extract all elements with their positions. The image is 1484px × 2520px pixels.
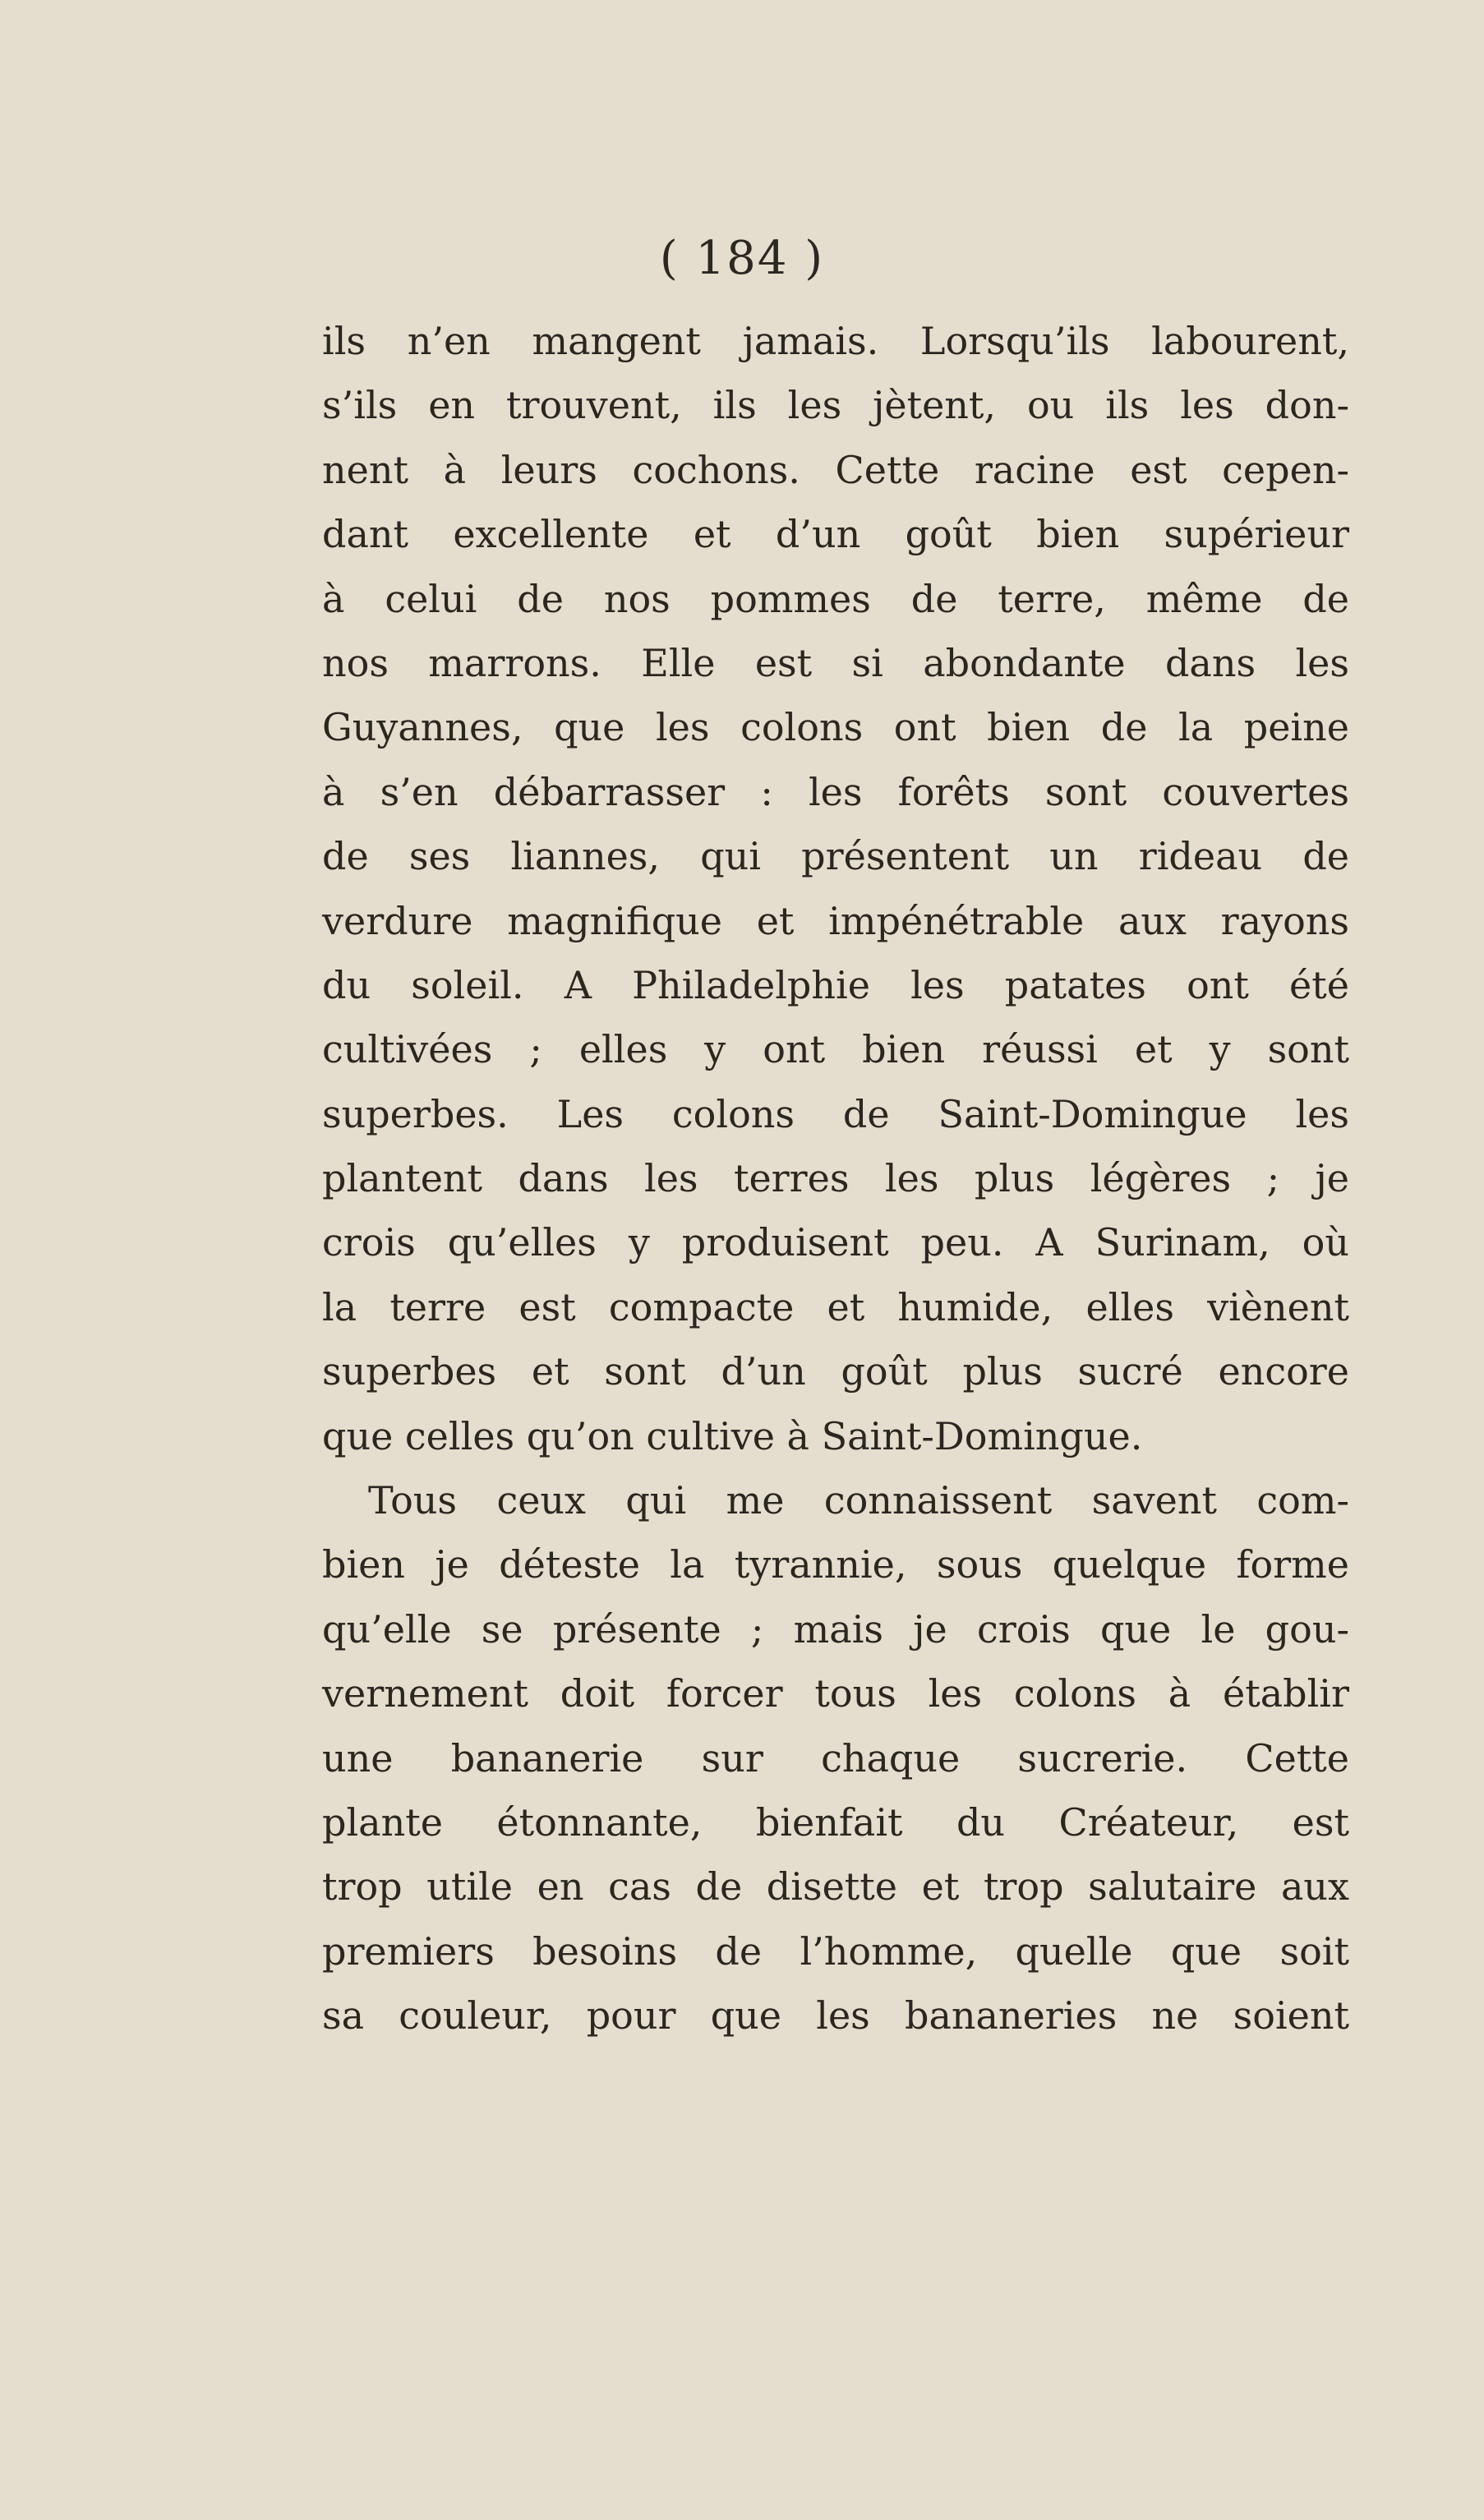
text-line: ils n’en mangent jamais. Lorsqu’ils labourent, (322, 319, 1349, 363)
text-line: verdure magnifique et impénétrable aux rayons (322, 898, 1349, 943)
text-line: que celles qu’on cultive à Saint-Domingue. (322, 1413, 1143, 1458)
text-line: de ses liannes, qui présentent un rideau de (322, 834, 1349, 879)
body-text (322, 309, 1349, 2048)
text-line: la terre est compacte et humide, elles viènent (322, 1284, 1349, 1329)
text-line: crois qu’elles y produisent peu. A Surinam, où (322, 1220, 1349, 1265)
page-number: ( 184 ) (659, 232, 825, 285)
text-line: superbes et sont d’un goût plus sucré encore (322, 1349, 1349, 1394)
text-line: premiers besoins de l’homme, quelle que soit (322, 1928, 1349, 1974)
text-line: nos marrons. Elle est si abondante dans les (322, 640, 1349, 685)
text-line: Guyannes, que les colons ont bien de la peine (322, 705, 1349, 750)
text-line: vernement doit forcer tous les colons à établir (322, 1671, 1349, 1716)
text-line: une bananerie sur chaque sucrerie. Cette (322, 1735, 1349, 1781)
text-line: superbes. Les colons de Saint-Domingue les (322, 1091, 1349, 1136)
text-line: cultivées ; elles y ont bien réussi et y sont (322, 1027, 1349, 1072)
text-line: plante étonnante, bienfait du Créateur, est (322, 1799, 1349, 1845)
text-line: trop utile en cas de disette et trop salutaire aux (322, 1864, 1349, 1910)
text-line: plantent dans les terres les plus légères ; je (322, 1156, 1349, 1201)
text-line: dant excellente et d’un goût bien supérieur (322, 512, 1349, 557)
text-line: nent à leurs cochons. Cette racine est cepen- (322, 447, 1349, 492)
text-line: s’ils en trouvent, ils les jètent, ou ils les don- (322, 383, 1349, 428)
text-line: qu’elle se présente ; mais je crois que le gou- (322, 1606, 1349, 1652)
text-line: bien je déteste la tyrannie, sous quelque forme (322, 1542, 1349, 1587)
text-line: à s’en débarrasser : les forêts sont couvertes (322, 769, 1349, 814)
text-line: du soleil. A Philadelphie les patates ont été (322, 962, 1349, 1007)
text-line: Tous ceux qui me connaissent savent com- (368, 1478, 1349, 1523)
text-line: à celui de nos pommes de terre, même de (322, 576, 1349, 621)
text-line: sa couleur, pour que les bananeries ne soient (322, 1993, 1349, 2039)
